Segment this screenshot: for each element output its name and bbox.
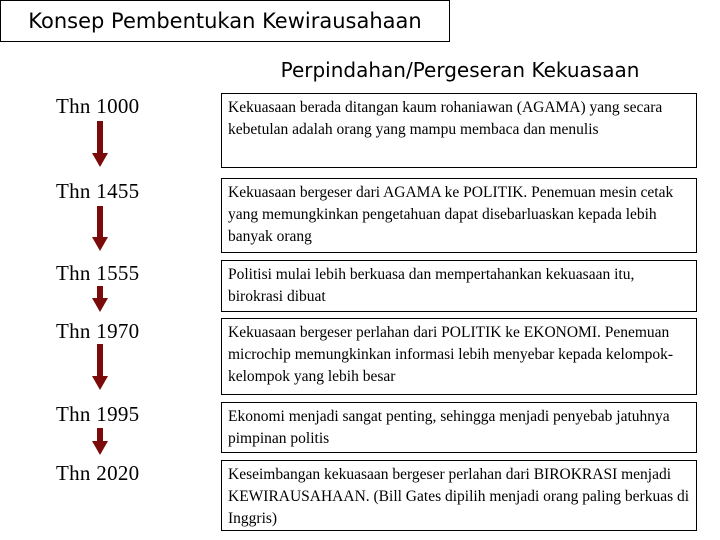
year-label: Thn 2020 — [56, 461, 140, 485]
description-box: Keseimbangan kekuasaan bergeser perlahan dari BIROKRASI menjadi KEWIRAUSAHAAN. (Bill Gates dipilih menjadi orang paling berkuas di Inggris) — [221, 460, 697, 531]
down-arrow-icon — [92, 428, 108, 455]
description-box: Kekuasaan bergeser dari AGAMA ke POLITIK. Penemuan mesin cetak yang memungkinkan pengetahuan dapat disebarluaskan kepada lebih banyak orang — [221, 178, 697, 253]
slide-subtitle: Perpindahan/Pergeseran Kekuasaan — [280, 58, 640, 82]
slide-title: Konsep Pembentukan Kewirausahaan — [0, 0, 450, 42]
description-box: Kekuasaan bergeser perlahan dari POLITIK ke EKONOMI. Penemuan microchip memungkinkan informasi lebih menyebar kepada kelompok-kelompok yang lebih besar — [221, 318, 697, 395]
year-label: Thn 1455 — [56, 179, 140, 203]
description-box: Politisi mulai lebih berkuasa dan mempertahankan kekuasaan itu, birokrasi dibuat — [221, 260, 697, 312]
down-arrow-icon — [92, 286, 108, 312]
description-box: Ekonomi menjadi sangat penting, sehingga menjadi penyebab jatuhnya pimpinan politis — [221, 402, 697, 453]
year-label: Thn 1970 — [56, 319, 140, 343]
description-box: Kekuasaan berada ditangan kaum rohaniawan (AGAMA) yang secara kebetulan adalah orang yang mampu membaca dan menulis — [221, 93, 697, 168]
year-label: Thn 1995 — [56, 402, 140, 426]
year-label: Thn 1000 — [56, 94, 140, 118]
year-label: Thn 1555 — [56, 261, 140, 285]
down-arrow-icon — [92, 121, 108, 167]
down-arrow-icon — [92, 344, 108, 390]
down-arrow-icon — [92, 206, 108, 251]
